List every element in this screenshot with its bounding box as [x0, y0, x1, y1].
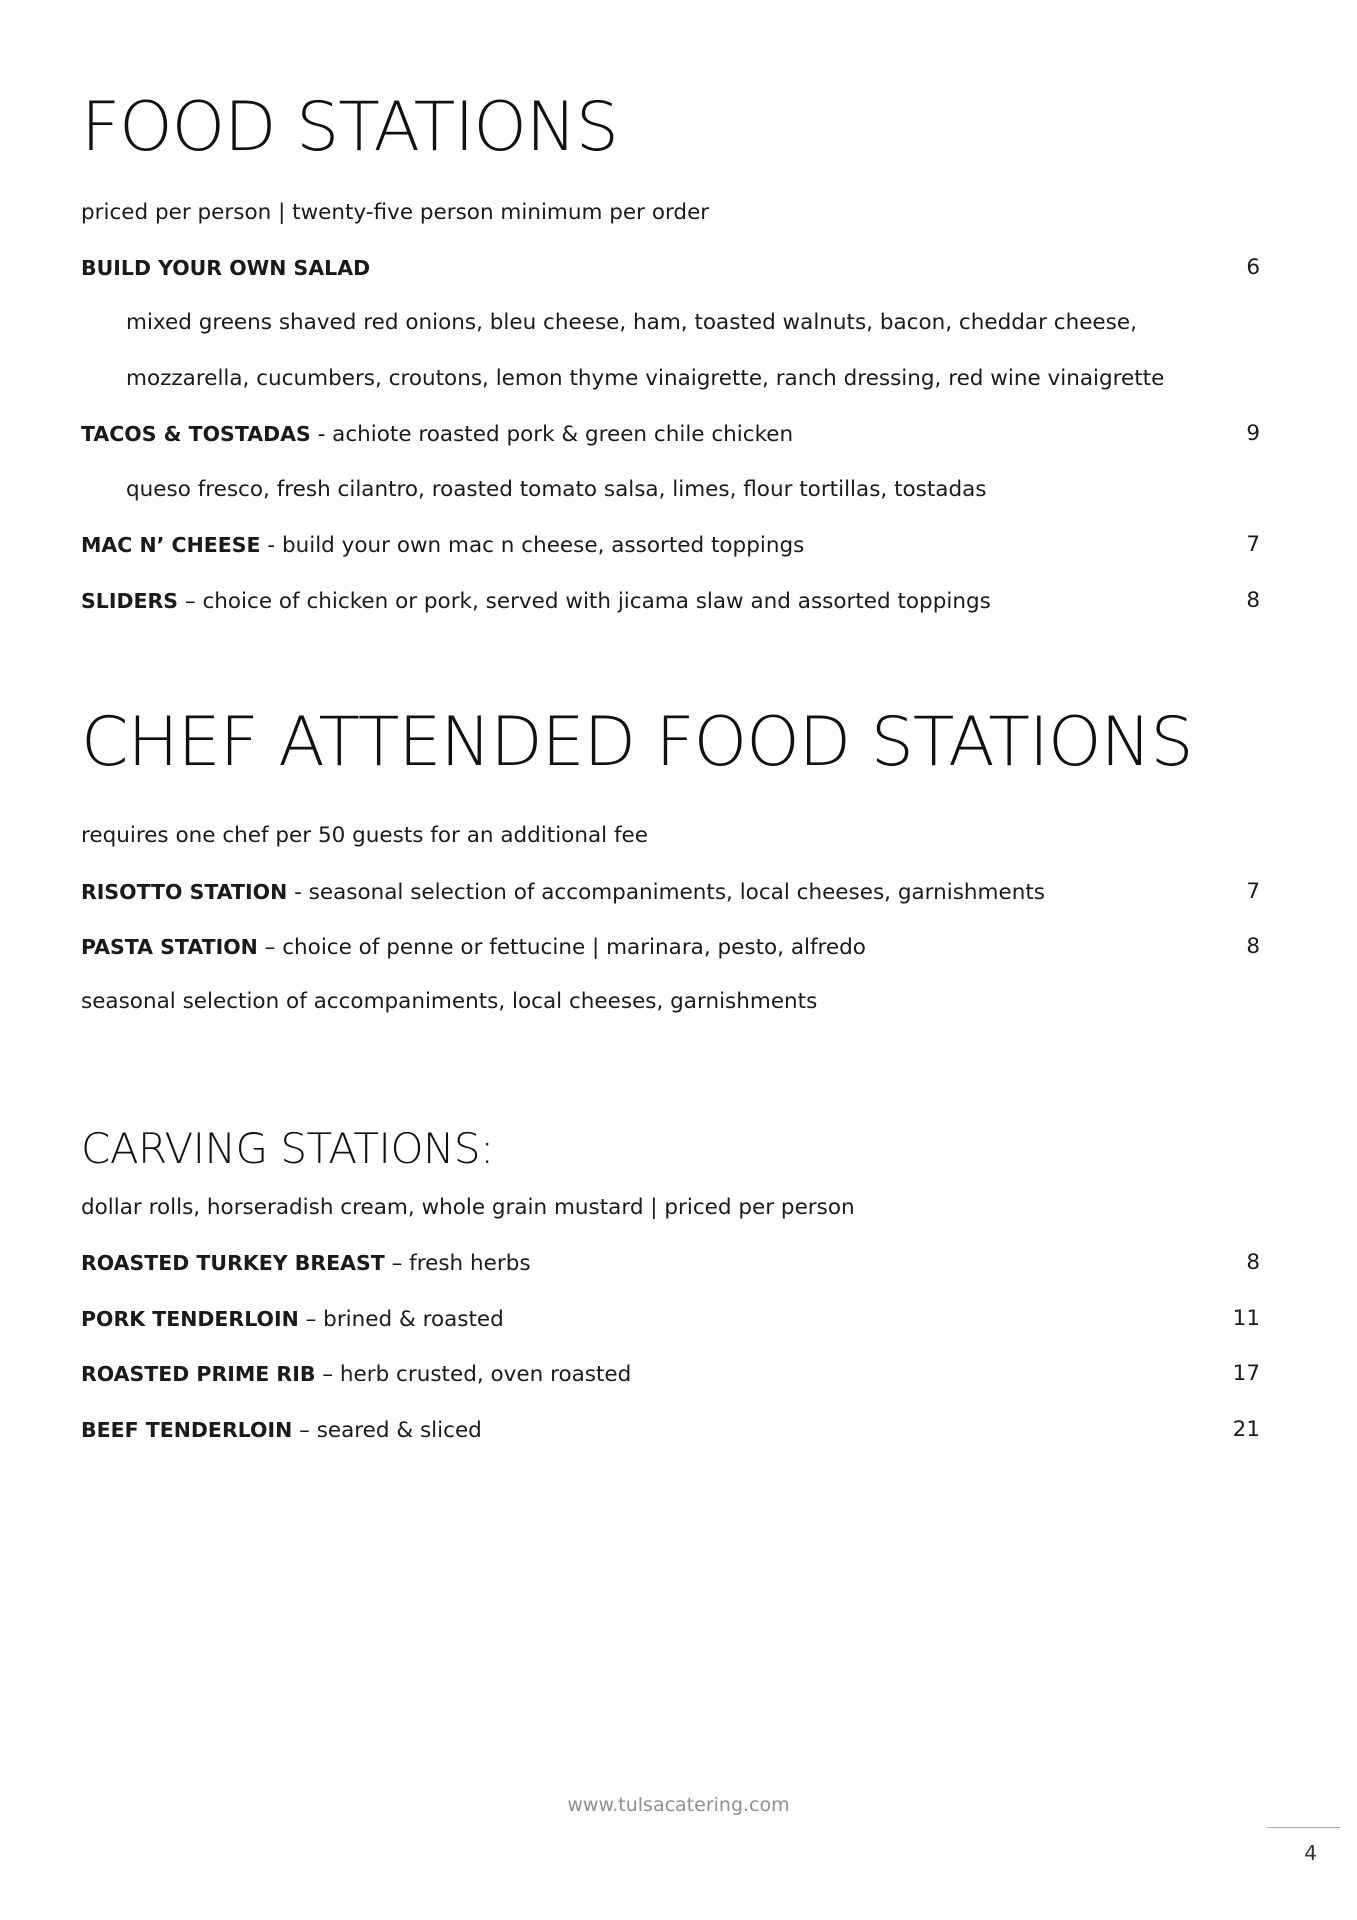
menu-item-price: 17: [1232, 1361, 1260, 1386]
menu-item-description: – choice of penne or fettucine | marinara, pesto, alfredo: [257, 935, 866, 960]
menu-item-description: - seasonal selection of accompaniments, local cheeses, garnishments: [287, 880, 1045, 905]
menu-item-name: RISOTTO STATION: [81, 880, 288, 904]
menu-item-name: BUILD YOUR OWN SALAD: [81, 256, 371, 280]
menu-item-name: SLIDERS: [81, 589, 179, 613]
menu-item-description: – choice of chicken or pork, served with jicama slaw and assorted toppings: [178, 589, 991, 614]
menu-item-build-your-own-salad: [81, 252, 1260, 284]
menu-item-description: - achiote roasted pork & green chile chicken: [310, 422, 794, 447]
carving-stations-title: CARVING STATIONS:: [81, 1124, 494, 1173]
menu-item-name: BEEF TENDERLOIN: [81, 1418, 293, 1442]
menu-item-name: PASTA STATION: [81, 935, 258, 959]
chef-attended-subtitle: requires one chef per 50 guests for an additional fee: [81, 823, 648, 848]
menu-item-price: 9: [1246, 421, 1260, 446]
menu-item-description: – seared & sliced: [292, 1418, 482, 1443]
menu-item-description: - build your own mac n cheese, assorted toppings: [260, 533, 805, 558]
menu-item-roasted-prime-rib: [81, 1358, 1260, 1390]
menu-item-tacos-tostadas: [81, 418, 1260, 450]
menu-item-description: – fresh herbs: [384, 1251, 531, 1276]
chef-attended-note: seasonal selection of accompaniments, local cheeses, garnishments: [81, 989, 818, 1014]
chef-attended-title: CHEF ATTENDED FOOD STATIONS: [81, 703, 1193, 782]
carving-stations-subtitle: dollar rolls, horseradish cream, whole grain mustard | priced per person: [81, 1195, 855, 1220]
menu-item-risotto-station: [81, 876, 1260, 908]
menu-item-description: – herb crusted, oven roasted: [315, 1362, 632, 1387]
menu-item-name: ROASTED PRIME RIB: [81, 1362, 316, 1386]
menu-item-details: queso fresco, fresh cilantro, roasted tomato salsa, limes, flour tortillas, tostadas: [126, 477, 987, 502]
menu-item-price: 8: [1246, 934, 1260, 959]
menu-item-beef-tenderloin: [81, 1414, 1260, 1446]
footer-website-link[interactable]: www.tulsacatering.com: [567, 1794, 790, 1816]
menu-item-price: 6: [1246, 255, 1260, 280]
menu-item-pork-tenderloin: [81, 1303, 1260, 1335]
menu-item-mac-n-cheese: [81, 529, 1260, 561]
menu-item-price: 7: [1246, 879, 1260, 904]
menu-item-price: 11: [1232, 1306, 1260, 1331]
food-stations-subtitle: priced per person | twenty-five person minimum per order: [81, 200, 710, 225]
menu-item-price: 8: [1246, 1250, 1260, 1275]
menu-item-description: – brined & roasted: [298, 1307, 504, 1332]
page-number-divider: [1267, 1827, 1340, 1828]
menu-item-pasta-station: [81, 931, 1260, 963]
menu-item-name: TACOS & TOSTADAS: [81, 422, 311, 446]
menu-item-name: PORK TENDERLOIN: [81, 1307, 299, 1331]
menu-item-price: 21: [1232, 1417, 1260, 1442]
menu-item-roasted-turkey-breast: [81, 1247, 1260, 1279]
menu-item-sliders: [81, 585, 1260, 617]
page-number: 4: [1304, 1841, 1317, 1865]
menu-item-name: MAC N’ CHEESE: [81, 533, 261, 557]
menu-item-price: 7: [1246, 532, 1260, 557]
menu-item-details: mixed greens shaved red onions, bleu cheese, ham, toasted walnuts, bacon, cheddar cheese,: [126, 310, 1137, 335]
menu-item-name: ROASTED TURKEY BREAST: [81, 1251, 385, 1275]
food-stations-title: FOOD STATIONS: [81, 88, 618, 167]
menu-item-details: mozzarella, cucumbers, croutons, lemon thyme vinaigrette, ranch dressing, red wine vinaigrette: [126, 366, 1165, 391]
menu-item-price: 8: [1246, 588, 1260, 613]
